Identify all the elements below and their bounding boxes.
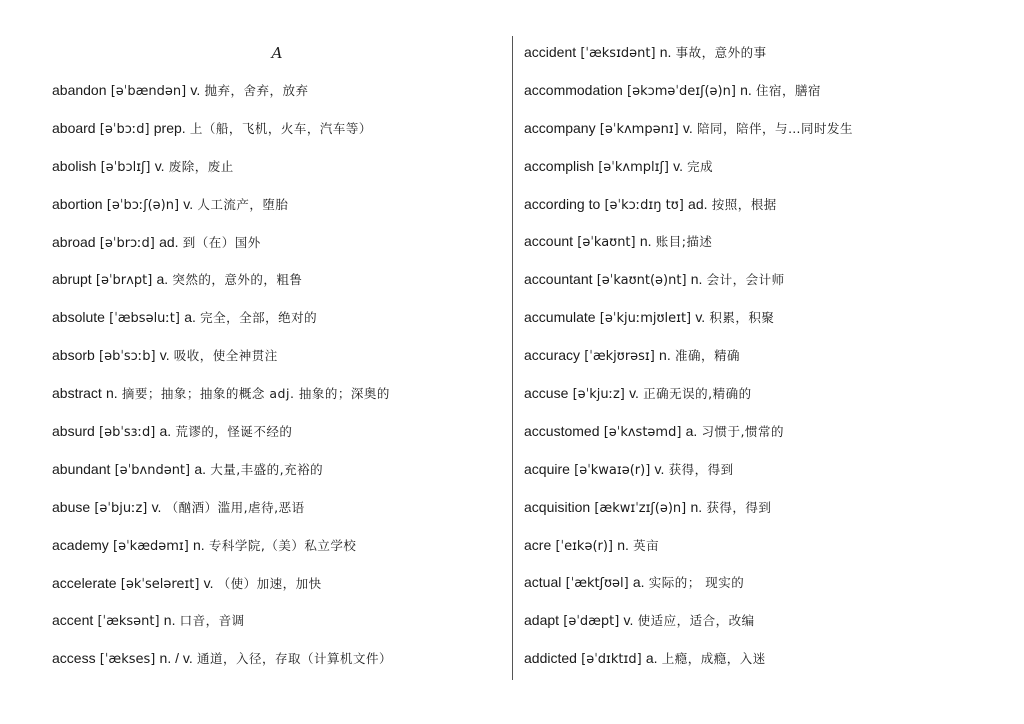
entry-part-of-speech: v.: [151, 498, 162, 515]
vocab-entry: [52, 451, 507, 489]
vocab-entry: [524, 110, 1004, 148]
entry-part-of-speech: n.: [690, 271, 703, 288]
entry-phonetic: [əˈkʌmpənɪ]: [599, 121, 679, 137]
entry-phonetic: [ˈeɪkə(r)]: [555, 538, 613, 554]
vocab-entry: [524, 34, 1004, 72]
entry-part-of-speech: v.: [183, 195, 194, 212]
entry-word: abundant: [52, 460, 111, 477]
entry-phonetic: [əˈbɔlɪʃ]: [100, 159, 151, 175]
entry-phonetic: [əˈkaʊnt(ə)nt]: [596, 273, 687, 289]
entry-word: abroad: [52, 233, 96, 250]
vocab-entry: [524, 640, 1004, 678]
entry-part-of-speech: a.: [156, 271, 169, 288]
entry-part-of-speech: v.: [203, 574, 214, 591]
vocab-entry: [52, 640, 507, 678]
vocab-entry: [524, 413, 1004, 451]
vocab-entry: [52, 72, 507, 110]
entry-phonetic: [ˈæksɪdənt]: [580, 46, 656, 61]
entry-definition: 英亩: [633, 537, 660, 553]
entry-word: accident: [524, 44, 577, 60]
entry-phonetic: [əˈbrʌpt]: [95, 273, 153, 289]
entry-word: accustomed: [524, 422, 600, 439]
entry-part-of-speech: v.: [654, 460, 665, 477]
section-letter-heading: A: [271, 44, 283, 62]
entry-word: abuse: [52, 498, 91, 515]
entry-definition: （酗酒）滥用,虐待,恶语: [165, 499, 305, 515]
entry-definition: 专科学院,（美）私立学校: [208, 537, 357, 553]
entry-definition: 准确，精确: [674, 348, 740, 364]
vocab-entry: [52, 527, 507, 565]
entry-part-of-speech: n.: [659, 347, 671, 364]
entry-definition: 会计，会计师: [706, 272, 785, 288]
entry-word: abstract: [52, 385, 102, 402]
entry-part-of-speech: n.: [617, 536, 629, 553]
entry-phonetic: [əˈdɪktɪd]: [581, 652, 642, 668]
entry-definition: 获得，得到: [706, 499, 772, 515]
vocab-entry: [524, 72, 1004, 110]
vocab-entry: [524, 527, 1004, 565]
entry-word: accomplish: [524, 157, 595, 174]
entry-definition: 废除，废止: [168, 158, 234, 174]
entry-definition: 上瘾，成瘾，入迷: [661, 651, 766, 667]
entry-definition: 大量,丰盛的,充裕的: [210, 461, 324, 477]
entry-phonetic: [ˈæktʃʊəl]: [565, 576, 629, 592]
entry-part-of-speech: n.: [659, 44, 672, 60]
vocab-entry: [52, 110, 507, 148]
entry-phonetic: [ækwɪˈzɪʃ(ə)n]: [594, 500, 687, 516]
entry-definition: 事故，意外的事: [675, 45, 767, 60]
entry-phonetic: [əˈbrɔːd]: [99, 235, 155, 251]
entry-definition: 住宿，膳宿: [756, 82, 822, 98]
entry-definition: 到（在）国外: [182, 234, 261, 250]
entry-part-of-speech: a.: [194, 460, 206, 477]
vocab-entry: [524, 337, 1004, 375]
vocab-entry: [52, 375, 507, 413]
vocab-entry: [52, 602, 507, 640]
entry-word: absorb: [52, 347, 95, 364]
entry-definition: 习惯于,惯常的: [701, 423, 784, 439]
entry-phonetic: [əˈkʌstəmd]: [603, 424, 682, 440]
entry-phonetic: [əˈkɔːdɪŋ tʊ]: [604, 197, 684, 213]
vocab-entry: [52, 224, 507, 262]
entry-part-of-speech: v.: [190, 82, 201, 98]
vocab-entry: [52, 565, 507, 603]
vocab-entry: [524, 299, 1004, 337]
entry-part-of-speech: a.: [184, 309, 196, 326]
entry-word: account: [524, 233, 574, 250]
vocab-entry: [524, 451, 1004, 489]
vocab-entry: [52, 489, 507, 527]
entry-definition: 人工流产，堕胎: [197, 196, 289, 212]
entry-word: absurd: [52, 423, 95, 440]
entry-word: absolute: [52, 309, 105, 326]
entry-part-of-speech: a.: [685, 422, 698, 439]
entry-word: accuse: [524, 385, 569, 402]
entry-word: acquire: [524, 460, 570, 477]
entry-phonetic: [əˈbɔːd]: [99, 121, 150, 137]
entry-word: accuracy: [524, 347, 581, 364]
entry-phonetic: [əˈkjuːmjʊleɪt]: [599, 311, 692, 327]
entry-definition: 正确无误的,精确的: [643, 386, 752, 402]
entry-phonetic: [ˈækjʊrəsɪ]: [584, 349, 655, 365]
entry-phonetic: [əˈbjuːz]: [94, 500, 148, 516]
entry-word: access: [52, 650, 96, 667]
entry-definition: （使）加速，加快: [217, 575, 322, 591]
entry-word: academy: [52, 536, 109, 553]
entry-definition: 抛弃，舍弃，放弃: [204, 83, 309, 98]
entry-definition: 实际的； 现实的: [648, 575, 745, 591]
entry-part-of-speech: a.: [159, 423, 172, 440]
entry-phonetic: [əkˈseləreɪt]: [120, 576, 200, 592]
vocab-entry: [52, 186, 507, 224]
right-column: [524, 34, 1004, 678]
vocab-entry: [524, 148, 1004, 186]
entry-part-of-speech: v.: [673, 157, 683, 174]
entry-word: according to: [524, 195, 601, 212]
entry-definition: 账目;描述: [655, 234, 713, 250]
entry-word: abortion: [52, 195, 103, 212]
entry-definition: 上（船，飞机，火车，汽车等）: [189, 120, 372, 136]
vocab-entry: [52, 299, 507, 337]
entry-definition: 获得，得到: [668, 461, 734, 477]
entry-phonetic: [əˈdæpt]: [563, 614, 620, 630]
entry-phonetic: [əˈkaʊnt]: [577, 235, 636, 251]
entry-phonetic: [əˈkædəmɪ]: [113, 538, 189, 554]
entry-word: abolish: [52, 157, 97, 174]
entry-phonetic: [əˈkwaɪə(r)]: [574, 462, 651, 478]
vocab-entry: [524, 375, 1004, 413]
vocab-entry: [52, 413, 507, 451]
vocab-entry: [52, 337, 507, 375]
entry-definition: 陪同，陪伴，与…同时发生: [696, 120, 853, 136]
entry-part-of-speech: v.: [682, 119, 693, 136]
entry-word: accommodation: [524, 81, 623, 98]
entry-definition: 使适应，适合，改编: [637, 613, 755, 629]
entry-phonetic: [əˈkʌmplɪʃ]: [598, 159, 669, 175]
entry-part-of-speech: v.: [159, 347, 170, 364]
entry-part-of-speech: n. / v.: [159, 650, 193, 667]
entry-word: acre: [524, 536, 552, 553]
entry-definition: 完成: [687, 158, 714, 174]
entry-part-of-speech: n.: [740, 81, 752, 98]
entry-part-of-speech: v.: [695, 309, 706, 326]
entry-definition: 通道，入径，存取（计算机文件）: [196, 651, 392, 667]
entry-word: abrupt: [52, 271, 92, 288]
vocab-entry: [52, 148, 507, 186]
entry-phonetic: [əbˈsɔːb]: [99, 349, 156, 365]
entry-part-of-speech: n.: [690, 498, 703, 515]
entry-phonetic: [ˈæksənt]: [97, 614, 160, 630]
entry-word: actual: [524, 574, 562, 591]
entry-phonetic: [əˈbʌndənt]: [114, 462, 191, 478]
entry-phonetic: [ˈæbsəluːt]: [109, 311, 180, 327]
entry-part-of-speech: v.: [629, 385, 639, 402]
entry-word: acquisition: [524, 498, 591, 515]
entry-part-of-speech: a.: [645, 650, 658, 667]
vocab-entry: [524, 186, 1004, 224]
entry-part-of-speech: a.: [632, 574, 645, 591]
vocab-entry: [52, 261, 507, 299]
entry-definition: 摘要；抽象；抽象的概念 adj. 抽象的；深奥的: [121, 386, 390, 402]
vocab-entry: [524, 602, 1004, 640]
entry-part-of-speech: ad.: [159, 233, 179, 250]
entry-word: adapt: [524, 612, 560, 629]
entry-word: addicted: [524, 650, 577, 667]
entry-word: accent: [52, 612, 94, 629]
vocab-entry: [524, 489, 1004, 527]
entry-definition: 完全，全部，绝对的: [200, 310, 318, 326]
entry-phonetic: [əˈbɔːʃ(ə)n]: [106, 197, 180, 213]
vocab-entry: [524, 564, 1004, 602]
entry-definition: 吸收，使全神贯注: [173, 348, 278, 364]
entry-definition: 突然的，意外的，粗鲁: [172, 272, 303, 288]
entry-part-of-speech: n.: [106, 385, 118, 402]
entry-definition: 积累，积聚: [709, 310, 775, 326]
entry-phonetic: [əkɔməˈdeɪʃ(ə)n]: [627, 83, 736, 99]
entry-phonetic: [əbˈsɜːd]: [99, 425, 156, 441]
entry-word: aboard: [52, 119, 96, 136]
entry-phonetic: [ˈækses]: [99, 652, 156, 668]
entry-word: accelerate: [52, 574, 117, 591]
entry-word: accountant: [524, 271, 593, 288]
vocab-entry: [524, 261, 1004, 299]
entry-definition: 荒谬的，怪诞不经的: [175, 424, 293, 440]
entry-part-of-speech: ad.: [688, 195, 708, 212]
vocab-entry: [524, 223, 1004, 261]
entry-word: accumulate: [524, 309, 596, 326]
entry-phonetic: [əˈbændən]: [110, 84, 187, 99]
left-column: [52, 72, 507, 678]
entry-definition: 口音，音调: [179, 613, 245, 629]
entry-part-of-speech: n.: [163, 612, 176, 629]
column-divider: [512, 36, 513, 680]
entry-part-of-speech: prep.: [153, 119, 186, 136]
entry-part-of-speech: n.: [639, 233, 652, 250]
entry-part-of-speech: v.: [623, 612, 634, 629]
entry-definition: 按照，根据: [711, 196, 777, 212]
entry-word: abandon: [52, 82, 107, 98]
entry-phonetic: [əˈkjuːz]: [572, 387, 625, 403]
entry-word: accompany: [524, 119, 596, 136]
entry-part-of-speech: n.: [192, 536, 205, 553]
entry-part-of-speech: v.: [154, 157, 165, 174]
